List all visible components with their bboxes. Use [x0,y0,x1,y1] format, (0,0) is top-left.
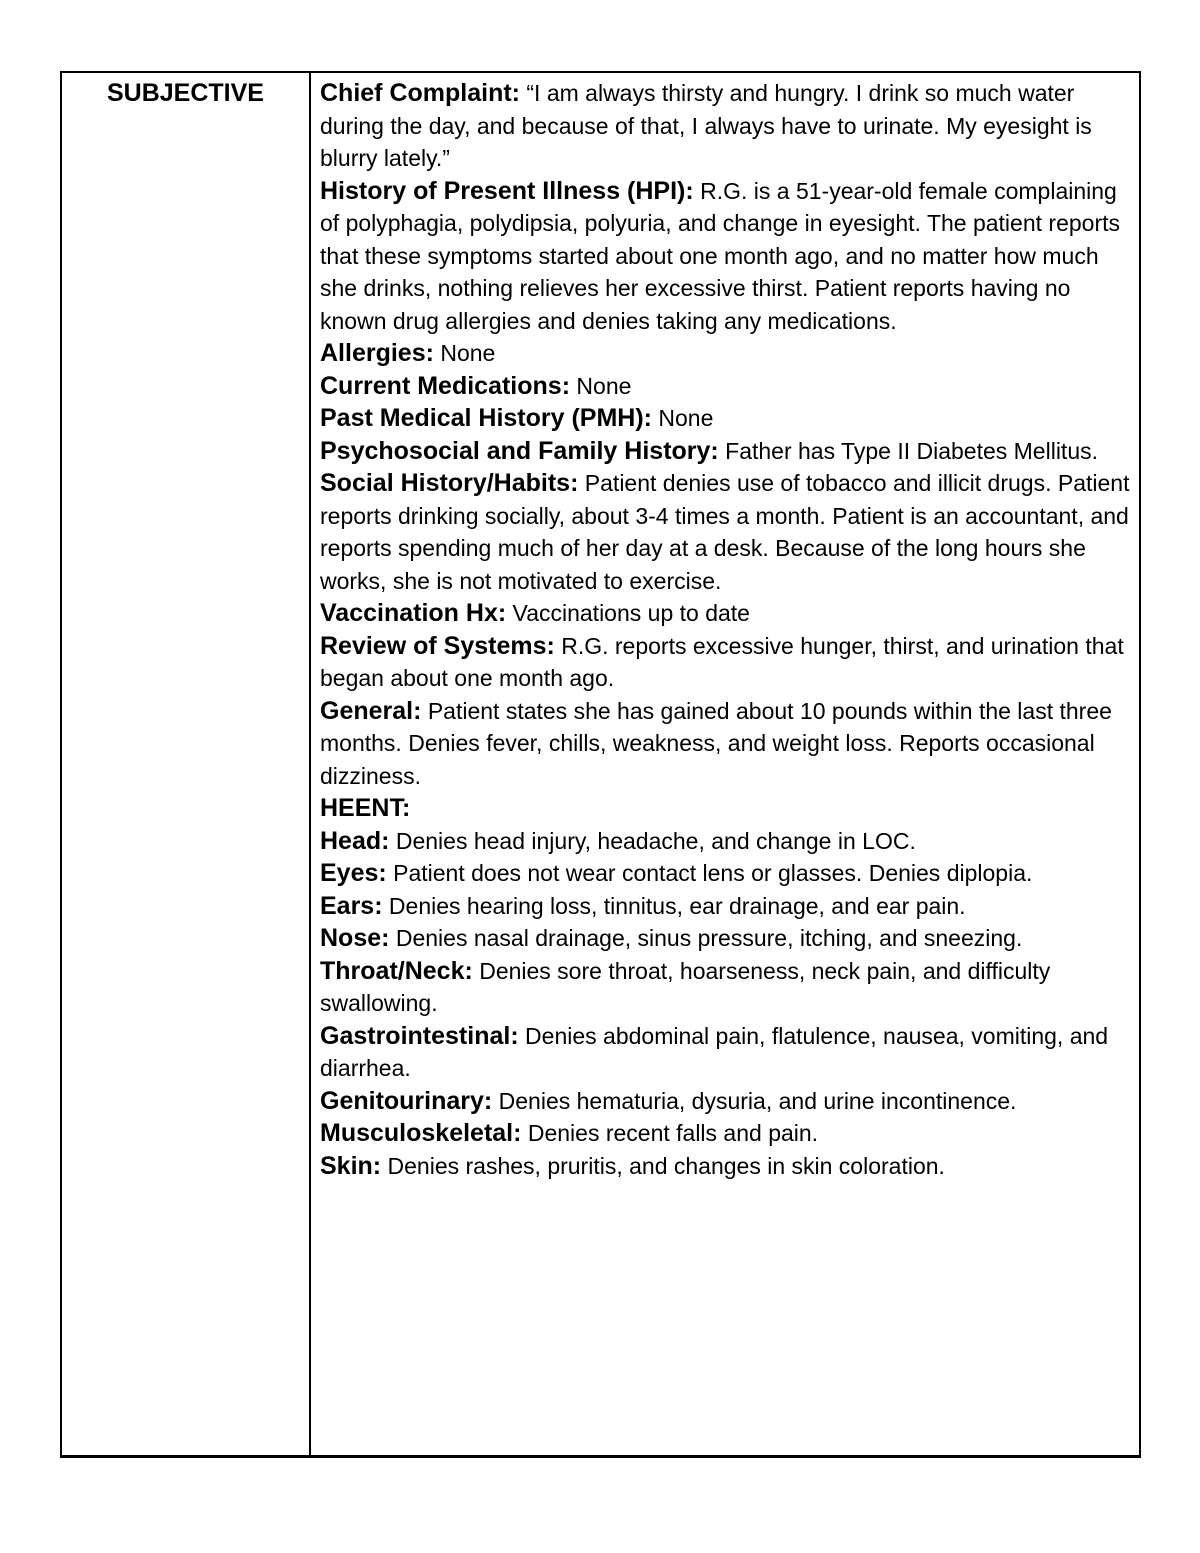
entry-text: Denies head injury, headache, and change in LOC. [389,827,916,854]
entry-label: Head: [320,826,390,855]
entry-text: Denies hearing loss, tinnitus, ear drainage, and ear pain. [382,892,966,919]
entry-nose [320,922,1135,955]
entry-label: Skin: [320,1151,382,1180]
entry-label: Throat/Neck: [320,956,473,985]
entry-text: R.G. is a 51-year-old female complaining of polyphagia, polydipsia, polyuria, and change in eyesight. The patient reports that these symptoms started about one month ago, and no matter how much she drinks, nothing relieves her excessive thirst. Patient reports having no known drug allergies and denies taking any medications. [320,177,1120,334]
entry-current-medications [320,370,1135,403]
entry-label: Current Medications: [320,371,571,400]
entry-text: Denies nasal drainage, sinus pressure, itching, and sneezing. [389,925,1023,951]
entry-label: Psychosocial and Family History: [320,436,719,465]
entry-heent [320,792,1135,825]
entry-pmh [320,402,1135,435]
entry-label: Chief Complaint: [320,79,520,107]
entry-allergies [320,337,1135,370]
entry-hpi [320,175,1135,338]
entry-label: Vaccination Hx: [320,599,507,627]
entry-label: Past Medical History (PMH): [320,404,653,432]
entry-text: Patient does not wear contact lens or glasses. Denies diplopia. [386,860,1033,886]
entry-label: Ears: [320,891,383,920]
entry-text: R.G. reports excessive hunger, thirst, and urination that began about one month ago. [320,632,1124,691]
entry-text: Denies hematuria, dysuria, and urine incontinence. [492,1087,1017,1114]
entry-label: Allergies: [320,339,434,367]
section-label: SUBJECTIVE [107,79,264,107]
entry-text: Father has Type II Diabetes Mellitus. [718,437,1099,464]
entry-gastrointestinal [320,1020,1135,1085]
entry-family-history [320,435,1135,468]
entry-text: Denies rashes, pruritis, and changes in skin coloration. [381,1152,945,1179]
entry-general [320,695,1135,793]
entry-ears [320,890,1135,923]
entry-label: Musculoskeletal: [320,1119,522,1147]
entry-label: Eyes: [320,859,387,887]
entry-label: History of Present Illness (HPI): [320,176,694,205]
entry-label: Gastrointestinal: [320,1021,519,1050]
subjective-table [60,71,1141,1458]
entry-text: “I am always thirsty and hungry. I drink so much water during the day, and because of that, I always have to urinate. My eyesight is blurry lately.” [320,80,1092,171]
entry-text: None [570,372,632,399]
entry-skin [320,1150,1135,1183]
entry-text: Patient denies use of tobacco and illicit drugs. Patient reports drinking socially, about 3-4 times a month. Patient is an accountant, and reports spending much of her day at a desk. Because of the long hours she works, she is not motivated to exercise. [320,470,1130,594]
entry-label: Genitourinary: [320,1086,493,1115]
entry-eyes [320,857,1135,890]
entry-review-of-systems [320,630,1135,695]
entry-musculoskeletal [320,1117,1135,1150]
entry-genitourinary [320,1085,1135,1118]
entry-label: Social History/Habits: [320,469,579,497]
entry-head [320,825,1135,858]
section-content [320,77,1135,1182]
entry-text: Vaccinations up to date [506,600,750,626]
entry-text: Denies sore throat, hoarseness, neck pain, and difficulty swallowing. [320,957,1051,1016]
entry-text: Denies abdominal pain, flatulence, nausea, vomiting, and diarrhea. [320,1022,1109,1081]
entry-text: None [652,405,714,431]
entry-label: Nose: [320,924,390,952]
entry-vaccination [320,597,1135,630]
entry-label: Review of Systems: [320,631,555,660]
entry-social-history [320,467,1135,597]
entry-chief-complaint [320,77,1135,175]
entry-text: None [433,340,496,366]
entry-label: General: [320,696,422,725]
entry-text: Denies recent falls and pain. [521,1120,819,1146]
entry-label: HEENT: [320,794,411,822]
column-divider [309,73,311,1455]
entry-throat-neck [320,955,1135,1020]
entry-text: Patient states she has gained about 10 pounds within the last three months. Denies fever, chills, weakness, and weight loss. Reports occasional dizziness. [320,697,1112,789]
